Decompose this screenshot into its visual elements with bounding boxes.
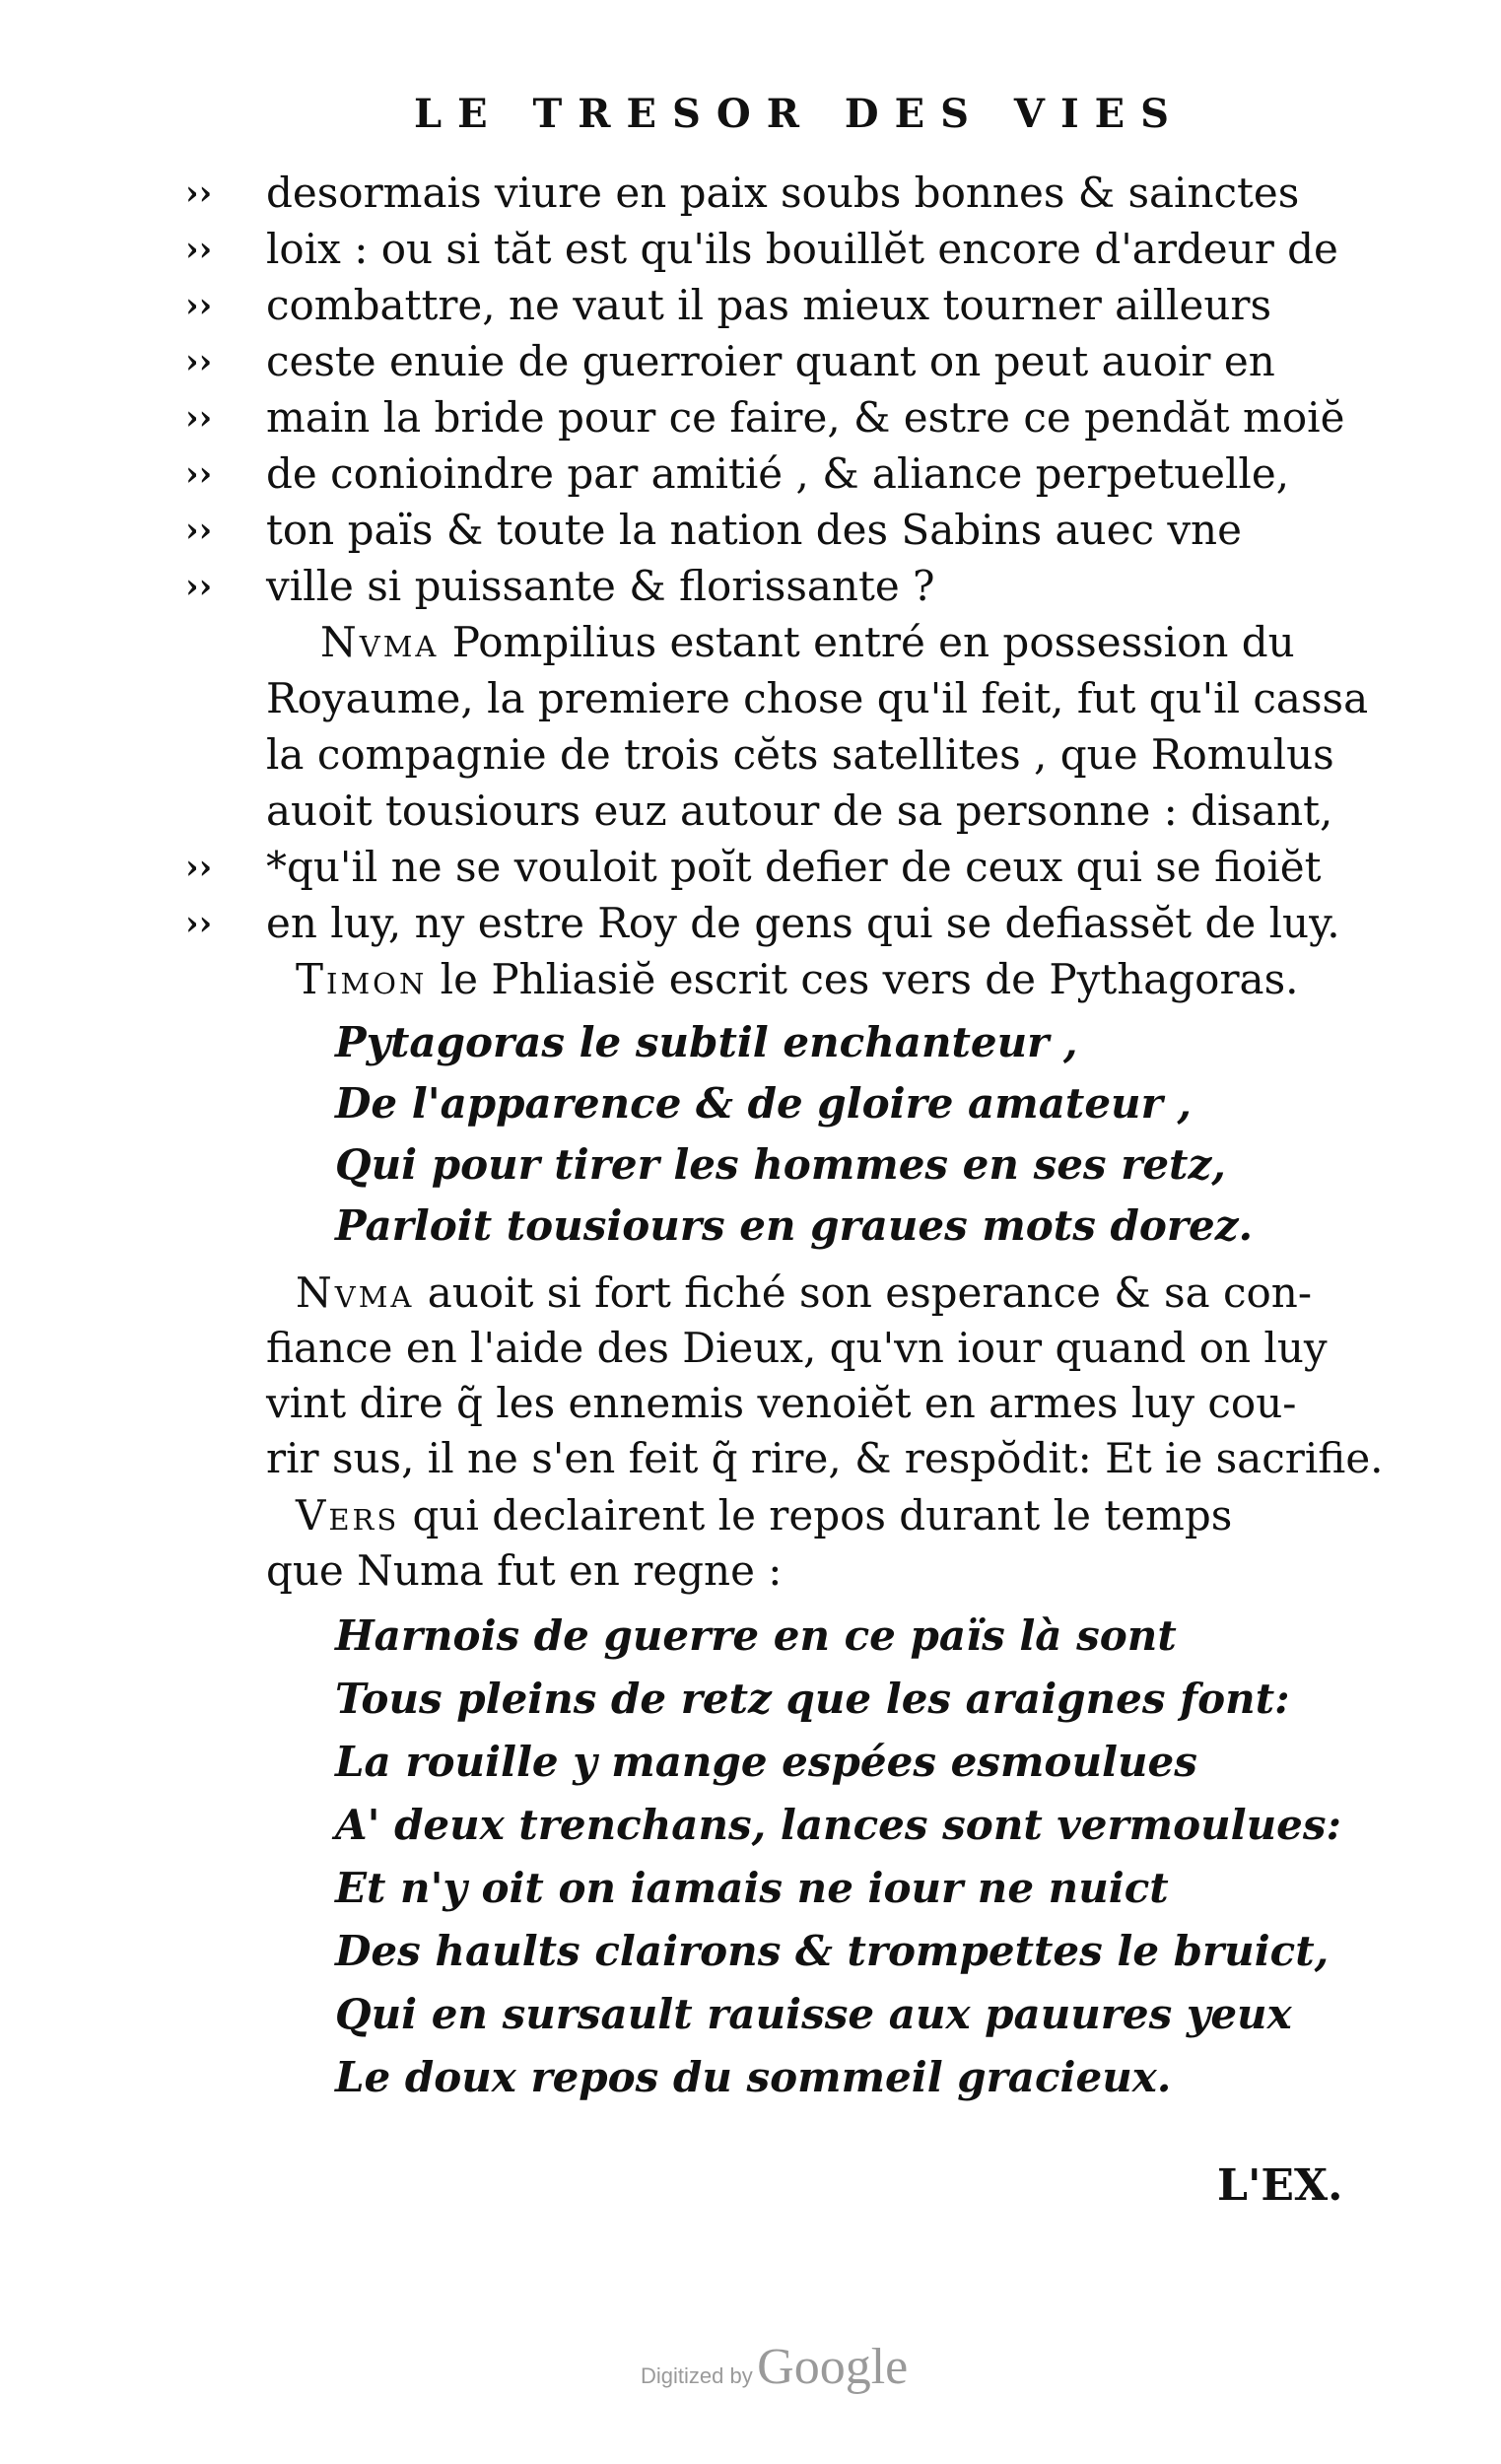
digitized-watermark xyxy=(641,2338,908,2396)
quote-mark: ›› xyxy=(185,173,213,213)
watermark-caption: Digitized by xyxy=(641,2363,753,2388)
text-line: desormais viure en paix soubs bonnes & sainctes xyxy=(266,169,1300,217)
text-line: vint dire q̃ les ennemis venoiĕt en armes luy cou- xyxy=(266,1379,1297,1427)
running-title: LE TRESOR DES VIES xyxy=(414,91,1186,137)
verse-line: Le doux repos du sommeil gracieux. xyxy=(335,2053,1172,2101)
quote-mark: ›› xyxy=(185,286,213,325)
quote-mark: ›› xyxy=(185,230,213,269)
text-line: main la bride pour ce faire, & estre ce pendăt moiĕ xyxy=(266,393,1345,442)
quote-mark: ›› xyxy=(185,511,213,550)
lead-word: Vers xyxy=(296,1491,400,1540)
text-line: ville si puissante & florissante ? xyxy=(266,562,935,610)
text-line: rir sus, il ne s'en feit q̃ rire, & respŏdit: Et ie sacrifie. xyxy=(266,1434,1384,1482)
verse-line: Tous pleins de retz que les araignes font: xyxy=(335,1675,1290,1723)
verse-line: Et n'y oit on iamais ne iour ne nuict xyxy=(335,1864,1169,1912)
text-line: ceste enuie de guerroier quant on peut auoir en xyxy=(266,337,1275,385)
text-line: combattre, ne vaut il pas mieux tourner ailleurs xyxy=(266,281,1271,329)
paragraph-first-line: Nvma auoit si fort fiché son esperance & sa con- xyxy=(296,1268,1313,1317)
verse-line: Qui pour tirer les hommes en ses retz, xyxy=(335,1140,1226,1189)
lead-word: Nvma xyxy=(296,1268,415,1317)
verse-line: Qui en sursault rauisse aux pauures yeux xyxy=(335,1990,1292,2038)
text-line: la compagnie de trois cĕts satellites , que Romulus xyxy=(266,730,1334,779)
lead-word: Timon xyxy=(296,955,428,1003)
paragraph-first-line: Nvma Pompilius estant entré en possession du xyxy=(320,618,1295,666)
text-line: Royaume, la premiere chose qu'il feit, fut qu'il cassa xyxy=(266,674,1369,722)
verse-line: A' deux trenchans, lances sont vermoulues: xyxy=(335,1801,1341,1849)
quote-mark: ›› xyxy=(185,848,213,887)
text-line: auoit tousiours euz autour de sa personne : disant, xyxy=(266,787,1333,835)
text-line: de conioindre par amitié , & aliance perpetuelle, xyxy=(266,449,1290,498)
verse-line: Des haults clairons & trompettes le bruict, xyxy=(335,1927,1330,1975)
text-line: *qu'il ne se vouloit poĭt defier de ceux qui se fioiĕt xyxy=(266,843,1322,891)
paragraph-first-line: Timon le Phliasiĕ escrit ces vers de Pythagoras. xyxy=(296,955,1299,1003)
quote-mark: ›› xyxy=(185,454,213,494)
text-line: ton païs & toute la nation des Sabins auec vne xyxy=(266,506,1242,554)
google-logo: Google xyxy=(757,2339,909,2395)
quote-mark: ›› xyxy=(185,567,213,606)
text-line: loix : ou si tăt est qu'ils bouillĕt encore d'ardeur de xyxy=(266,225,1338,273)
text-line: en luy, ny estre Roy de gens qui se defiassĕt de luy. xyxy=(266,899,1340,947)
verse-line: La rouille y mange espées esmoulues xyxy=(335,1738,1197,1786)
text-line: fiance en l'aide des Dieux, qu'vn iour quand on luy xyxy=(266,1324,1328,1372)
verse-line: De l'apparence & de gloire amateur , xyxy=(335,1079,1192,1128)
paragraph-first-line: Vers qui declairent le repos durant le temps xyxy=(296,1491,1233,1540)
catchword: L'EX. xyxy=(1217,2160,1343,2211)
quote-mark: ›› xyxy=(185,342,213,381)
text-line: que Numa fut en regne : xyxy=(266,1546,783,1595)
quote-mark: ›› xyxy=(185,398,213,438)
quote-mark: ›› xyxy=(185,904,213,943)
lead-word: Nvma xyxy=(320,618,440,666)
verse-line: Parloit tousiours en graues mots dorez. xyxy=(335,1201,1254,1250)
verse-line: Pytagoras le subtil enchanteur , xyxy=(335,1018,1078,1066)
verse-line: Harnois de guerre en ce païs là sont xyxy=(335,1611,1177,1660)
